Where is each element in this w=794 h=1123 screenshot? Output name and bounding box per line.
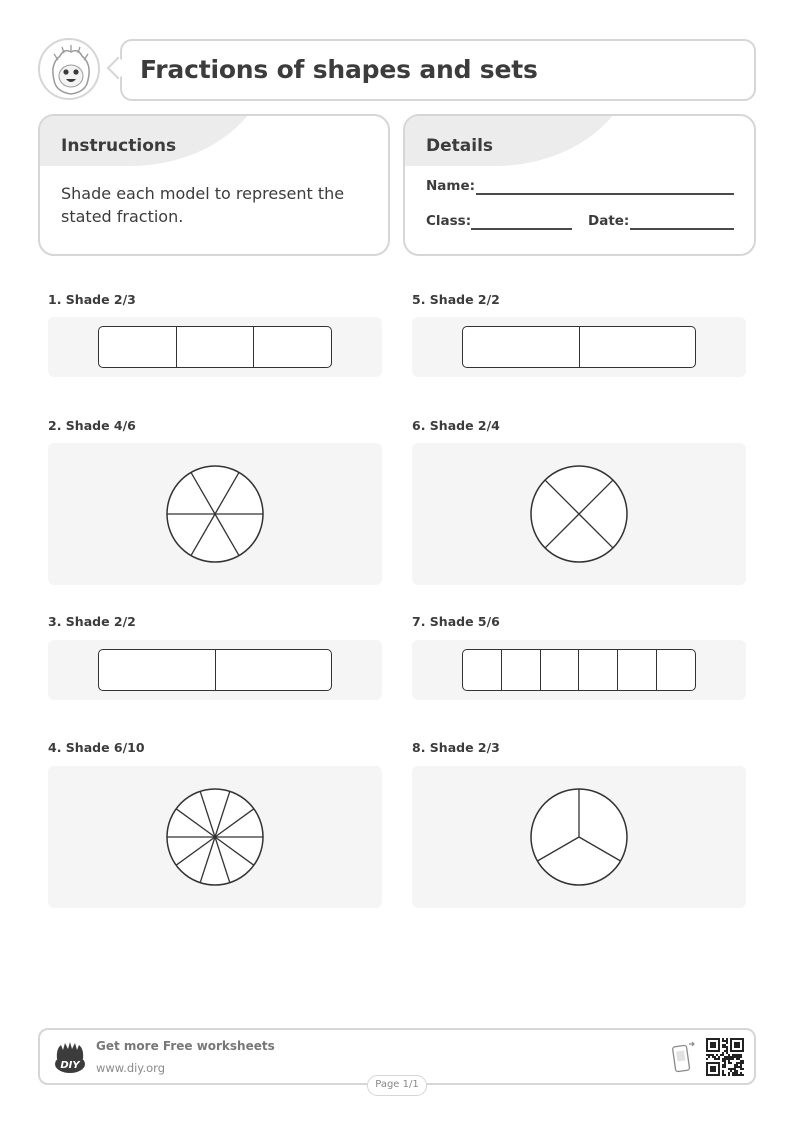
page-title: Fractions of shapes and sets bbox=[140, 55, 538, 84]
yeti-mascot-icon bbox=[38, 38, 100, 100]
bar-section[interactable] bbox=[540, 650, 579, 690]
bar-section[interactable] bbox=[176, 327, 254, 367]
fraction-bar[interactable] bbox=[98, 649, 332, 691]
question-area bbox=[48, 640, 382, 700]
name-label: Name: bbox=[426, 178, 476, 194]
class-label: Class: bbox=[426, 213, 472, 229]
question-area bbox=[412, 640, 746, 700]
question-label: 7. Shade 5/6 bbox=[412, 614, 500, 629]
fraction-bar[interactable] bbox=[462, 326, 696, 368]
diy-logo-icon[interactable] bbox=[52, 1039, 88, 1075]
footer-link[interactable]: www.diy.org bbox=[96, 1061, 165, 1075]
bar-section[interactable] bbox=[99, 327, 176, 367]
question-label: 5. Shade 2/2 bbox=[412, 292, 500, 307]
footer-promo-text: Get more Free worksheets bbox=[96, 1039, 275, 1053]
question-area bbox=[48, 766, 382, 908]
logo-text: DIY bbox=[60, 1060, 80, 1071]
bar-section[interactable] bbox=[463, 650, 501, 690]
class-field[interactable] bbox=[471, 228, 572, 230]
name-field[interactable] bbox=[476, 193, 734, 195]
instructions-heading: Instructions bbox=[61, 136, 177, 156]
instructions-panel bbox=[38, 114, 390, 256]
fraction-bar[interactable] bbox=[98, 326, 332, 368]
fraction-bar[interactable] bbox=[462, 649, 696, 691]
instructions-text: Shade each model to represent the stated fraction. bbox=[61, 184, 345, 226]
question-label: 1. Shade 2/3 bbox=[48, 292, 136, 307]
fraction-circle[interactable] bbox=[165, 464, 265, 564]
question-area bbox=[412, 317, 746, 377]
bar-section[interactable] bbox=[463, 327, 579, 367]
question-label: 6. Shade 2/4 bbox=[412, 418, 500, 433]
details-panel bbox=[403, 114, 756, 256]
title-box bbox=[120, 39, 756, 101]
question-area bbox=[412, 766, 746, 908]
bar-section[interactable] bbox=[215, 650, 332, 690]
date-field[interactable] bbox=[630, 228, 734, 230]
bar-section[interactable] bbox=[578, 650, 617, 690]
fraction-circle[interactable] bbox=[529, 787, 629, 887]
question-label: 2. Shade 4/6 bbox=[48, 418, 136, 433]
phone-scan-icon bbox=[672, 1040, 696, 1074]
bar-section[interactable] bbox=[501, 650, 540, 690]
question-label: 3. Shade 2/2 bbox=[48, 614, 136, 629]
question-area bbox=[412, 443, 746, 585]
question-label: 8. Shade 2/3 bbox=[412, 740, 500, 755]
bar-section[interactable] bbox=[99, 650, 215, 690]
question-area bbox=[48, 443, 382, 585]
bar-section[interactable] bbox=[253, 327, 331, 367]
date-label: Date: bbox=[588, 213, 630, 229]
qr-code-icon[interactable] bbox=[706, 1038, 744, 1076]
bar-section[interactable] bbox=[617, 650, 656, 690]
details-heading: Details bbox=[426, 136, 494, 156]
question-area bbox=[48, 317, 382, 377]
bar-section[interactable] bbox=[656, 650, 695, 690]
fraction-circle[interactable] bbox=[165, 787, 265, 887]
bar-section[interactable] bbox=[579, 327, 696, 367]
fraction-circle[interactable] bbox=[529, 464, 629, 564]
question-label: 4. Shade 6/10 bbox=[48, 740, 145, 755]
page-number: Page 1/1 bbox=[367, 1075, 427, 1096]
